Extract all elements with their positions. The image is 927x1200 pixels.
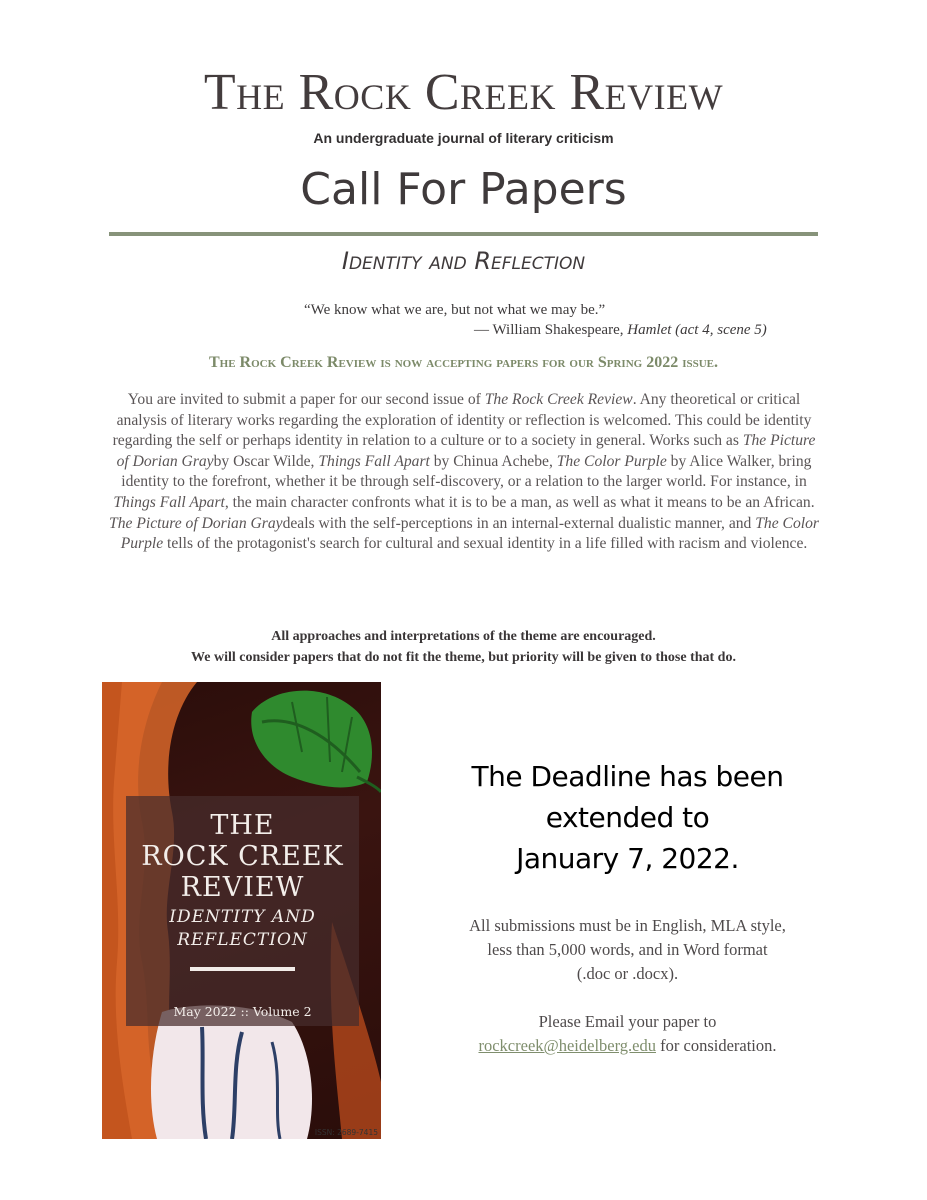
- epigraph-attribution: [474, 322, 767, 339]
- deadline-line-1: The Deadline has been: [471, 760, 784, 793]
- body-text: by Alice Walker, bring identity to the forefront, whether it be through self-discovery, or a relation to the larger world. For instance, in: [121, 452, 812, 491]
- cover-title-line: ROCK CREEK: [141, 841, 344, 872]
- epigraph-source: Hamlet (act 4, scene 5): [627, 322, 767, 338]
- deadline-line-3: January 7, 2022.: [516, 842, 739, 875]
- book-title: The Picture of Dorian Gray: [116, 432, 816, 470]
- epigraph-quote: “We know what we are, but not what we may be.”: [304, 302, 606, 318]
- body-text: deals with the self-perceptions in an internal-external dualistic manner, and: [282, 514, 756, 532]
- header-divider: [109, 232, 818, 236]
- book-title: The Picture of Dorian Gray: [109, 514, 283, 532]
- body-text: . Any theoretical or critical analysis of literary works regarding the exploration of identity or reflection is welcomed. This could be identity regarding the self or perhaps identity in relation to a culture or to a society in general. Works such as: [112, 391, 812, 450]
- description-paragraph: [105, 390, 823, 555]
- epigraph-author: — William Shakespeare,: [474, 322, 624, 338]
- approaches-line-2: We will consider papers that do not fit the theme, but priority will be given to those that do.: [191, 650, 736, 665]
- cover-title-line: THE: [210, 810, 275, 841]
- body-text: tells of the protagonist's search for cultural and sexual identity in a life filled with racism and violence.: [163, 535, 808, 553]
- cover-title: [126, 810, 359, 903]
- cover-title-line: REVIEW: [180, 872, 305, 903]
- journal-subtitle: An undergraduate journal of literary criticism: [313, 130, 614, 146]
- requirements-line-2: less than 5,000 words, and in Word format: [487, 940, 768, 959]
- cover-theme: [126, 906, 359, 952]
- announcement-line: The Rock Creek Review is now accepting papers for our Spring 2022 issue.: [208, 354, 719, 371]
- theme-heading: Identity and Reflection: [341, 247, 586, 275]
- body-text: by Oscar Wilde,: [213, 452, 319, 470]
- journal-title: The Rock Creek Review: [203, 64, 724, 121]
- contact-line-1: Please Email your paper to: [538, 1012, 717, 1031]
- cover-divider: [190, 967, 295, 971]
- book-title: Things Fall Apart: [113, 493, 225, 511]
- cover-theme-line: REFLECTION: [177, 930, 308, 950]
- requirements-line-1: All submissions must be in English, MLA style,: [469, 916, 786, 935]
- journal-cover-image: [102, 682, 381, 1139]
- contact-line-2: [420, 1034, 835, 1058]
- cover-theme-line: IDENTITY AND: [169, 907, 316, 927]
- book-title: Things Fall Apart: [318, 452, 430, 470]
- cover-date: May 2022 :: Volume 2: [173, 1004, 312, 1019]
- email-link[interactable]: rockcreek@heidelberg.edu: [478, 1036, 656, 1055]
- book-title: The Color Purple: [556, 452, 667, 470]
- deadline-line-2: extended to: [545, 801, 710, 834]
- submission-requirements: [420, 914, 835, 986]
- body-text: , the main character confronts what it is to be a man, as well as what it means to be an African.: [224, 493, 815, 511]
- approaches-line-1: All approaches and interpretations of the theme are encouraged.: [271, 629, 656, 644]
- journal-name-italic: The Rock Creek Review: [484, 391, 633, 408]
- cover-issn: ISSN: 2689-7415: [314, 1128, 378, 1137]
- requirements-line-3: (.doc or .docx).: [576, 964, 679, 983]
- contact-info: [420, 1010, 835, 1058]
- call-for-papers-heading: Call For Papers: [300, 164, 627, 215]
- contact-suffix: for consideration.: [656, 1036, 777, 1055]
- deadline-notice: [420, 756, 835, 879]
- body-text: by Chinua Achebe,: [429, 452, 557, 470]
- book-title: The Color Purple: [120, 514, 819, 553]
- approaches-note: [0, 626, 927, 668]
- body-text: You are invited to submit a paper for our second issue of: [127, 391, 485, 408]
